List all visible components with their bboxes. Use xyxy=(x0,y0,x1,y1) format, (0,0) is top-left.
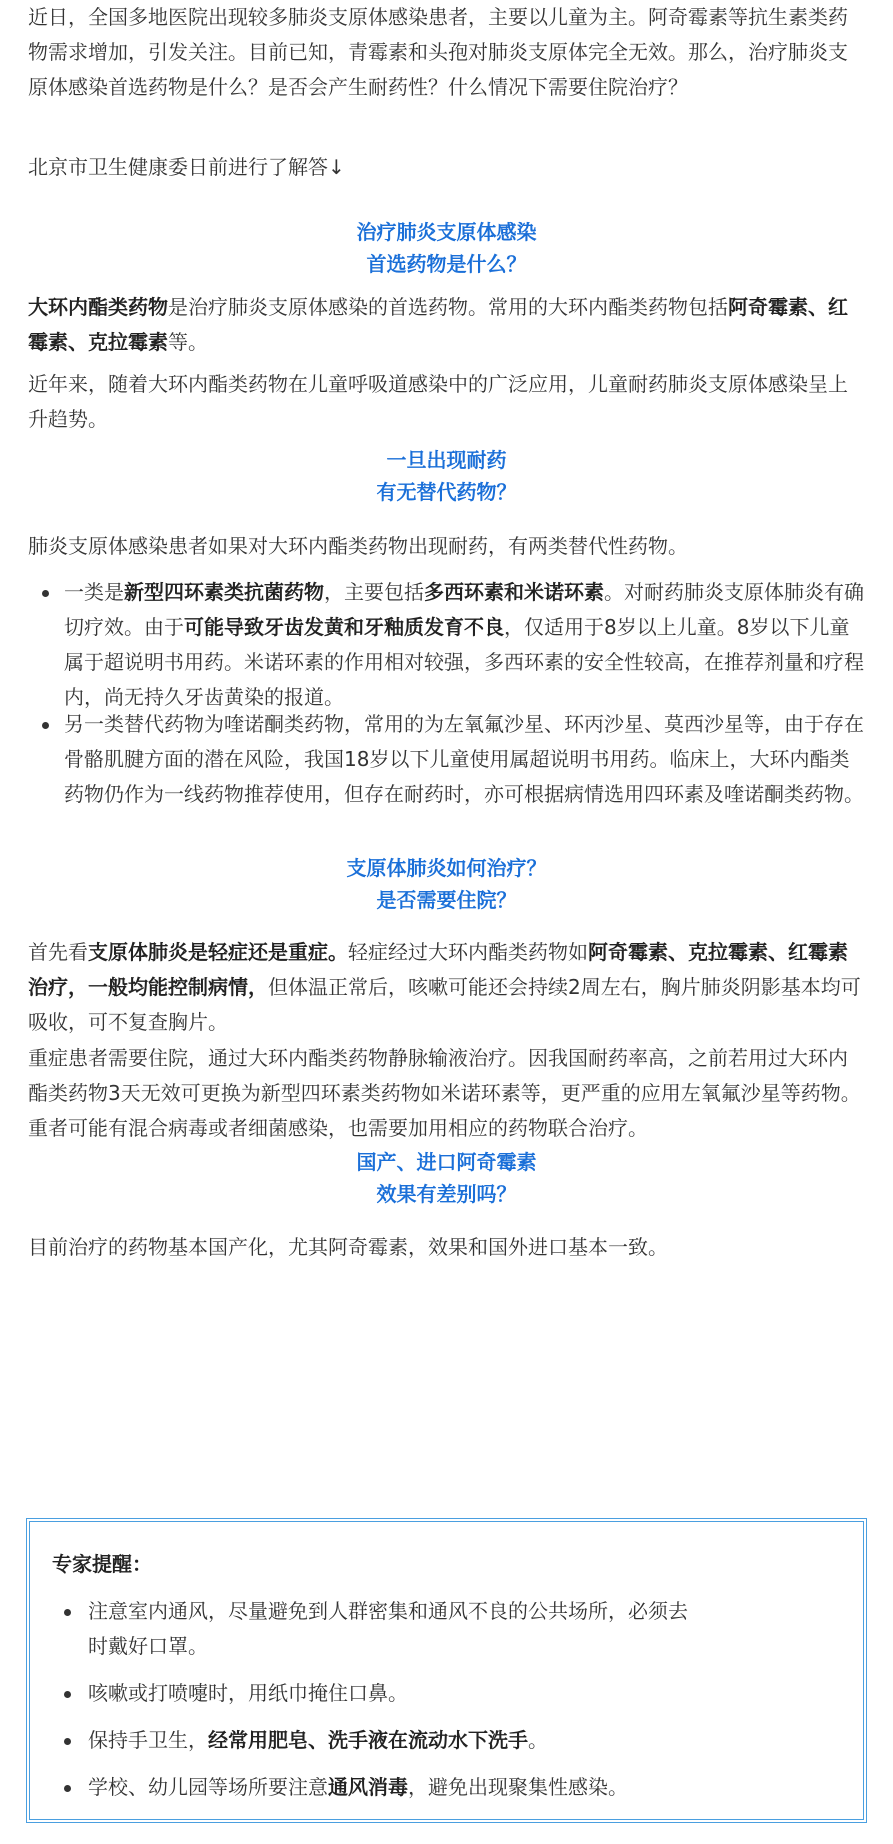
tips-title: 专家提醒： xyxy=(52,1552,152,1576)
body-paragraph: 重症患者需要住院，通过大环内酯类药物静脉输液治疗。因我国耐药率高，之前若用过大环内酯类药物3天无效可更换为新型四环素类药物如米诺环素等，更严重的应用左氧氟沙星等药物。重者可能有混合病毒或者细菌感染，也需要加用相应的药物联合治疗。 xyxy=(28,1046,861,1140)
body-text: 等。 xyxy=(168,330,208,354)
list-item: 学校、幼儿园等场所要注意通风消毒，避免出现聚集性感染。 xyxy=(52,1770,841,1805)
section2-paragraph-1 xyxy=(28,529,865,564)
section4-paragraph-1 xyxy=(28,1230,865,1265)
heading-line: 一旦出现耐药 xyxy=(386,448,507,472)
heading-line: 是否需要住院？ xyxy=(376,888,517,912)
bold-text: 阿奇霉素、红霉素、克拉霉素 xyxy=(28,295,848,354)
bold-text: 新型四环素类抗菌药物 xyxy=(124,580,324,604)
bold-text: 多西环素和米诺环素 xyxy=(424,580,604,604)
heading-line: 效果有差别吗？ xyxy=(376,1182,517,1206)
list-item: 保持手卫生，经常用肥皂、洗手液在流动水下洗手。 xyxy=(52,1723,841,1758)
heading-line: 支原体肺炎如何治疗？ xyxy=(346,856,547,880)
list-item: 注意室内通风，尽量避免到人群密集和通风不良的公共场所，必须去时戴好口罩。 xyxy=(52,1594,702,1664)
bold-text: 通风消毒 xyxy=(328,1775,408,1799)
heading-line: 有无替代药物？ xyxy=(376,480,517,504)
section3-paragraph-1: 首先看支原体肺炎是轻症还是重症。轻症经过大环内酯类药物如阿奇霉素、克拉霉素、红霉素治疗，一般均能控制病情，但体温正常后，咳嗽可能还会持续2周左右，胸片肺炎阴影基本均可吸收，可不复查胸片。 xyxy=(28,940,861,1034)
heading-line: 国产、进口阿奇霉素 xyxy=(356,1150,537,1174)
heading-line: 治疗肺炎支原体感染 xyxy=(356,220,537,244)
section-heading-3 xyxy=(28,852,865,916)
expert-tips-box xyxy=(26,1518,867,1823)
section1-paragraph-2 xyxy=(28,367,865,437)
bold-text: 可能导致牙齿发黄和牙釉质发育不良 xyxy=(184,615,504,639)
alternatives-list-2 xyxy=(28,707,865,812)
intro-paragraph: 近日，全国多地医院出现较多肺炎支原体感染患者，主要以儿童为主。阿奇霉素等抗生素类药物需求增加，引发关注。目前已知，青霉素和头孢对肺炎支原体完全无效。那么，治疗肺炎支原体感染首选药物是什么？是否会产生耐药性？什么情况下需要住院治疗？ xyxy=(28,5,848,99)
body-paragraph: 目前治疗的药物基本国产化，尤其阿奇霉素，效果和国外进口基本一致。 xyxy=(28,1235,668,1259)
section3-paragraph-2 xyxy=(28,1041,865,1146)
section1-paragraph-1 xyxy=(28,290,865,360)
bold-text: 支原体肺炎是轻症还是重症。 xyxy=(88,940,348,964)
body-paragraph: 肺炎支原体感染患者如果对大环内酯类药物出现耐药，有两类替代性药物。 xyxy=(28,534,688,558)
heading-line: 首选药物是什么？ xyxy=(366,252,527,276)
bold-text: 阿奇霉素、克拉霉素、红霉素治疗，一般均能控制病情， xyxy=(28,940,848,999)
source-line-block xyxy=(28,150,865,185)
list-item: 另一类替代药物为喹诺酮类药物，常用的为左氧氟沙星、环丙沙星、莫西沙星等，由于存在骨骼肌腱方面的潜在风险，我国18岁以下儿童使用属超说明书用药。临床上，大环内酯类药物仍作为一线药物推荐使用，但存在耐药时，亦可根据病情选用四环素及喹诺酮类药物。 xyxy=(28,707,865,812)
section-heading-1 xyxy=(28,216,865,280)
list-item: 一类是新型四环素类抗菌药物，主要包括多西环素和米诺环素。对耐药肺炎支原体肺炎有确切疗效。由于可能导致牙齿发黄和牙釉质发育不良，仅适用于8岁以上儿童。8岁以下儿童属于超说明书用药。米诺环素的作用相对较强，多西环素的安全性较高，在推荐剂量和疗程内，尚无持久牙齿黄染的报道。 xyxy=(28,575,865,715)
source-line: 北京市卫生健康委日前进行了解答↓ xyxy=(28,155,345,179)
bold-text: 大环内酯类药物 xyxy=(28,295,168,319)
intro-section xyxy=(28,0,865,105)
bold-text: 经常用肥皂、洗手液在流动水下洗手 xyxy=(208,1728,528,1752)
alternatives-list xyxy=(28,575,865,715)
list-item: 咳嗽或打喷嚏时，用纸巾掩住口鼻。 xyxy=(52,1676,841,1711)
section-heading-2 xyxy=(28,444,865,508)
section-heading-4 xyxy=(28,1146,865,1210)
body-text: 是治疗肺炎支原体感染的首选药物。常用的大环内酯类药物包括 xyxy=(168,295,728,319)
body-paragraph: 近年来，随着大环内酯类药物在儿童呼吸道感染中的广泛应用，儿童耐药肺炎支原体感染呈上升趋势。 xyxy=(28,372,848,431)
